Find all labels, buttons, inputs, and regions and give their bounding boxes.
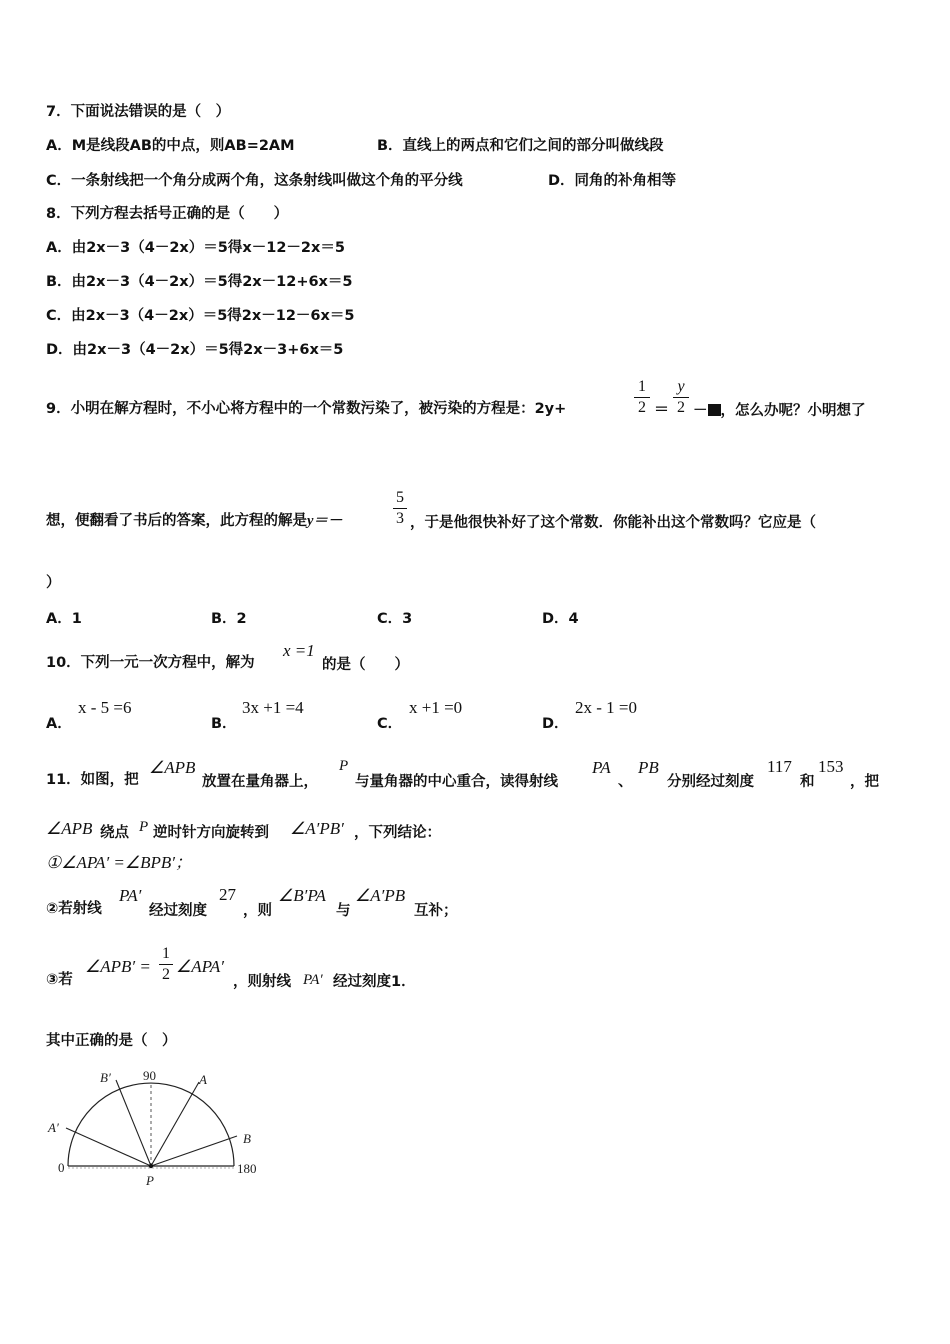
q9-solution-fraction bbox=[393, 489, 407, 528]
q11-l2-t2: 逆时针方向旋转到 bbox=[153, 825, 269, 841]
q11-l2-angle: ∠APB bbox=[46, 819, 93, 838]
q11-deg-153: 153 bbox=[818, 757, 844, 776]
q10-option-b-eq: 3x +1 =4 bbox=[242, 698, 304, 717]
label-a-prime: A′ bbox=[48, 1120, 59, 1135]
q9-option-d: D．4 bbox=[542, 611, 579, 627]
q11-t6: 和 bbox=[800, 774, 815, 790]
q7-option-b: B．直线上的两点和它们之间的部分叫做线段 bbox=[377, 138, 664, 154]
q11-c3-t2: ，则射线 bbox=[233, 974, 291, 990]
q9-stem-start: 9．小明在解方程时，不小心将方程中的一个常数污染了，被污染的方程是： bbox=[46, 401, 535, 417]
q11-conclusion-1: ①∠APA′ =∠BPB′； bbox=[46, 853, 192, 872]
q11-c2-t1: ②若射线 bbox=[46, 901, 102, 917]
q9-eq-mid: ＝ bbox=[654, 400, 670, 418]
q9-frac1-num: 1 bbox=[638, 378, 646, 395]
q8-option-b: B．由2x－3（4－2x）＝5得2x－12+6x＝5 bbox=[46, 274, 353, 290]
q9-line2 bbox=[46, 511, 342, 531]
q11-c2-ang2: ∠A′PB bbox=[355, 886, 406, 905]
q11-t4: 、 bbox=[618, 774, 633, 790]
q9-frac2-num: y bbox=[677, 378, 685, 395]
q9-frac1-den: 2 bbox=[638, 399, 646, 416]
ink-blot bbox=[708, 404, 721, 416]
label-p: P bbox=[146, 1173, 154, 1188]
q9-line3: ） bbox=[46, 575, 61, 591]
q8-option-c: C．由2x－3（4－2x）＝5得2x－12－6x＝5 bbox=[46, 308, 355, 324]
q11-pa: PA bbox=[592, 758, 611, 777]
q8-option-d: D．由2x－3（4－2x）＝5得2x－3+6x＝5 bbox=[46, 342, 344, 358]
q9-option-a: A．1 bbox=[46, 611, 82, 627]
q11-c2-ang1: ∠B′PA bbox=[278, 886, 326, 905]
q11-c2-pa: PA′ bbox=[119, 886, 142, 905]
q11-l2-p: P bbox=[139, 819, 149, 835]
label-90: 90 bbox=[143, 1068, 156, 1083]
q11-t3: 与量角器的中心重合，读得射线 bbox=[355, 774, 558, 790]
q9-frac2-den: 2 bbox=[677, 399, 685, 416]
label-a: A bbox=[199, 1072, 207, 1087]
protractor-figure bbox=[44, 1064, 274, 1194]
q10-option-b-label: B． bbox=[211, 716, 237, 732]
q10-option-a-eq: x - 5 =6 bbox=[78, 698, 132, 717]
q9-stem bbox=[46, 399, 566, 419]
q11-t1: 11．如图，把 bbox=[46, 772, 139, 788]
q7-option-d: D．同角的补角相等 bbox=[548, 173, 677, 189]
q9-sol-num: 5 bbox=[396, 489, 404, 506]
q9-solution: y＝－ bbox=[307, 513, 343, 529]
label-180: 180 bbox=[237, 1161, 257, 1176]
q11-c3-den: 2 bbox=[162, 966, 170, 983]
q11-c2-t2: 经过刻度 bbox=[149, 903, 207, 919]
q11-deg-117: 117 bbox=[767, 757, 792, 776]
q11-c3-rhs: ∠APA′ bbox=[176, 957, 224, 976]
q9-option-c: C．3 bbox=[377, 611, 413, 627]
q11-t5: 分别经过刻度 bbox=[667, 774, 754, 790]
q10-option-a-label: A． bbox=[46, 716, 72, 732]
q11-c2-t4: 与 bbox=[336, 903, 351, 919]
q7-option-a: A．M是线段AB的中点，则AB=2AM bbox=[46, 138, 295, 154]
q11-c3-t1: ③若 bbox=[46, 972, 73, 988]
q9-option-b: B．2 bbox=[211, 611, 247, 627]
q11-c2-27: 27 bbox=[219, 885, 236, 904]
q8-stem: 8．下列方程去括号正确的是（ ） bbox=[46, 206, 289, 222]
q11-pb: PB bbox=[638, 758, 659, 777]
q9-line2-start: 想，便翻看了书后的答案，此方程的解是 bbox=[46, 513, 307, 529]
q10-stem-end: 的是（ ） bbox=[322, 657, 409, 673]
q10-option-c-eq: x +1 =0 bbox=[409, 698, 463, 717]
ray-pb bbox=[151, 1136, 237, 1166]
q11-c2-t5: 互补； bbox=[414, 903, 458, 919]
q11-c2-t3: ，则 bbox=[243, 903, 272, 919]
q7-option-c: C．一条射线把一个角分成两个角，这条射线叫做这个角的平分线 bbox=[46, 173, 463, 189]
q10-stem-math: x =1 bbox=[283, 641, 315, 660]
q7-stem: 7．下面说法错误的是（ ） bbox=[46, 104, 231, 120]
q11-p: P bbox=[339, 758, 349, 774]
q11-ask: 其中正确的是（ ） bbox=[46, 1033, 177, 1049]
q9-sol-den: 3 bbox=[396, 510, 404, 527]
q9-fraction-2 bbox=[673, 378, 689, 417]
q11-c3-pa: PA′ bbox=[303, 972, 323, 988]
q11-t2: 放置在量角器上， bbox=[202, 774, 318, 790]
q10-option-c-label: C． bbox=[377, 716, 403, 732]
q11-t7: ，把 bbox=[850, 774, 879, 790]
label-b: B bbox=[243, 1131, 251, 1146]
q9-eq-minus: － bbox=[693, 403, 708, 419]
q9-fraction-1 bbox=[634, 378, 650, 417]
q11-c3-lhs: ∠APB′ = bbox=[85, 957, 151, 976]
q11-c3-fraction bbox=[159, 945, 173, 984]
label-0: 0 bbox=[58, 1160, 65, 1175]
point-p bbox=[149, 1164, 153, 1168]
q9-line2-end: ，于是他很快补好了这个常数．你能补出这个常数吗？它应是（ bbox=[410, 515, 816, 531]
ray-pa bbox=[151, 1082, 199, 1166]
q9-eq-lhs: 2y+ bbox=[534, 401, 567, 417]
q11-c3-t3: 经过刻度1． bbox=[333, 974, 416, 990]
q9-stem-tail bbox=[693, 399, 866, 420]
q9-stem-end: ，怎么办呢？小明想了 bbox=[720, 403, 866, 419]
q11-angle-apb: ∠APB bbox=[149, 758, 196, 777]
q11-l2-t1: 绕点 bbox=[100, 825, 129, 841]
label-b-prime: B′ bbox=[100, 1070, 111, 1085]
q10-option-d-eq: 2x - 1 =0 bbox=[575, 698, 637, 717]
q11-l2-t3: ，下列结论： bbox=[354, 825, 441, 841]
q10-stem-start: 10．下列一元一次方程中，解为 bbox=[46, 655, 255, 671]
q10-option-d-label: D． bbox=[542, 716, 569, 732]
q11-c3-num: 1 bbox=[162, 945, 170, 962]
q8-option-a: A．由2x－3（4－2x）＝5得x－12－2x＝5 bbox=[46, 240, 345, 256]
q11-l2-angle2: ∠A′PB′ bbox=[290, 819, 344, 838]
